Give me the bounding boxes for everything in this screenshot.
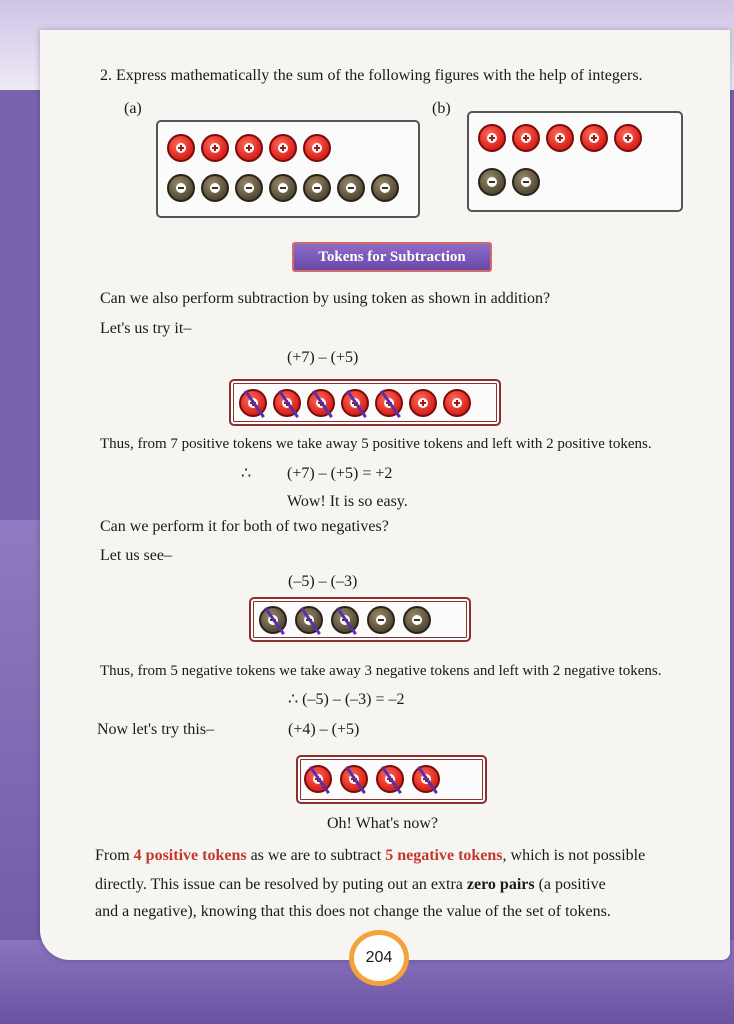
minus-token-icon	[295, 606, 323, 634]
plus-token-icon	[546, 124, 574, 152]
plus-token-icon	[512, 124, 540, 152]
plus-token-icon	[239, 389, 267, 417]
plus-token-icon	[269, 134, 297, 162]
plus-token-icon	[201, 134, 229, 162]
plus-token-icon	[307, 389, 335, 417]
minus-token-icon	[403, 606, 431, 634]
therefore-symbol-1: ∴	[241, 465, 252, 482]
minus-token-icon	[478, 168, 506, 196]
minus-token-icon	[512, 168, 540, 196]
plus-token-icon	[375, 389, 403, 417]
expression-1: (+7) – (+5)	[287, 349, 359, 366]
plus-token-icon	[614, 124, 642, 152]
paragraph-line1	[95, 846, 645, 866]
minus-token-icon	[259, 606, 287, 634]
p2-a: directly. This issue can be resolved by puting out an extra	[95, 876, 467, 893]
plus-token-icon	[412, 765, 440, 793]
paragraph-line3: and a negative), knowing that this does not change the value of the set of tokens.	[95, 903, 611, 920]
minus-token-icon	[303, 174, 331, 202]
label-b: (b)	[432, 100, 451, 117]
p2-bold: zero pairs	[466, 876, 535, 893]
page-number: 204	[349, 930, 409, 986]
minus-token-icon	[167, 174, 195, 202]
plus-token-icon	[273, 389, 301, 417]
question-title: 2. Express mathematically the sum of the following figures with the help of integers.	[100, 67, 643, 84]
label-a: (a)	[124, 100, 142, 117]
oh-text: Oh! What's now?	[327, 815, 439, 832]
therefore-2: ∴ (–5) – (–3) = –2	[288, 691, 405, 708]
try-this-label: Now let's try this–	[97, 721, 215, 738]
wow-text: Wow! It is so easy.	[287, 493, 408, 510]
paragraph-line2	[95, 875, 606, 895]
minus-token-icon	[331, 606, 359, 634]
negatives-line2: Let us see–	[100, 547, 172, 564]
plus-token-icon	[376, 765, 404, 793]
minus-token-icon	[337, 174, 365, 202]
intro-line1: Can we also perform subtraction by using token as shown in addition?	[100, 290, 551, 307]
intro-line2: Let's us try it–	[100, 320, 192, 337]
p1-c: , which is not possible	[502, 847, 646, 864]
plus-token-icon	[340, 765, 368, 793]
minus-token-icon	[201, 174, 229, 202]
minus-token-icon	[235, 174, 263, 202]
therefore-1: (+7) – (+5) = +2	[287, 465, 393, 482]
plus-token-icon	[167, 134, 195, 162]
result-text-1: Thus, from 7 positive tokens we take away 5 positive tokens and left with 2 positive tokens.	[100, 436, 652, 452]
p1-a: From	[95, 847, 134, 864]
plus-token-icon	[580, 124, 608, 152]
p2-b: (a positive	[534, 876, 606, 893]
plus-token-icon	[409, 389, 437, 417]
section-title-badge: Tokens for Subtraction	[292, 242, 492, 272]
plus-token-icon	[443, 389, 471, 417]
negatives-line1: Can we perform it for both of two negatives?	[100, 518, 389, 535]
result-text-2: Thus, from 5 negative tokens we take away 3 negative tokens and left with 2 negative tokens.	[100, 663, 662, 679]
plus-token-icon	[341, 389, 369, 417]
expression-3: (+4) – (+5)	[288, 721, 360, 738]
p1-b: as we are to subtract	[246, 847, 386, 864]
plus-token-icon	[303, 134, 331, 162]
minus-token-icon	[269, 174, 297, 202]
plus-token-icon	[235, 134, 263, 162]
minus-token-icon	[367, 606, 395, 634]
minus-token-icon	[371, 174, 399, 202]
expression-2: (–5) – (–3)	[288, 573, 358, 590]
p1-red1: 4 positive tokens	[133, 847, 247, 864]
p1-red2: 5 negative tokens	[385, 847, 503, 864]
plus-token-icon	[478, 124, 506, 152]
plus-token-icon	[304, 765, 332, 793]
